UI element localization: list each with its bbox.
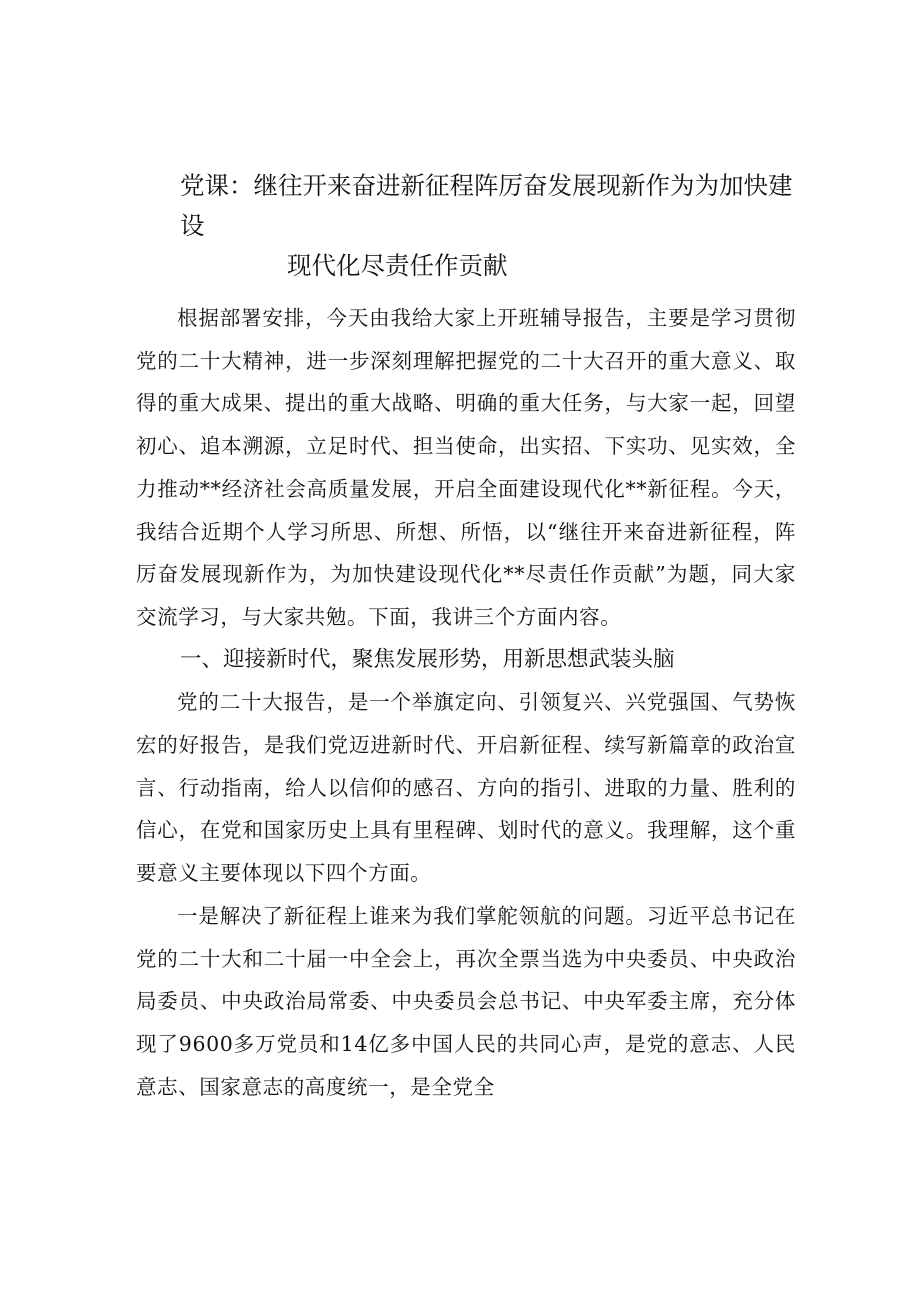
body-paragraph: 党的二十大报告，是一个举旗定向、引领复兴、兴党强国、气势恢宏的好报告，是我们党迈进新时代、开启新征程、续写新篇章的政治宣言、行动指南，给人以信仰的感召、方向的指引、进取的力量、胜利的信心，在党和国家历史上具有里程碑、划时代的意义。我理解，这个重要意义主要体现以下四个方面。 [136, 690, 796, 886]
intro-paragraph: 根据部署安排，今天由我给大家上开班辅导报告，主要是学习贯彻党的二十大精神，进一步深刻理解把握党的二十大召开的重大意义、取得的重大成果、提出的重大战略、明确的重大任务，与大家一起，回望初心、追本溯源，立足时代、担当使命，出实招、下实功、见实效，全力推动**经济社会高质量发展，开启全面建设现代化**新征程。今天，我结合近期个人学习所思、所想、所悟，以“继往开来奋进新征程，阵厉奋发展现新作为，为加快建设现代化**尽责任作贡献”为题，同大家交流学习，与大家共勉。下面，我讲三个方面内容。 [136, 306, 796, 629]
document-body [136, 297, 796, 1108]
body-paragraph: 一是解决了新征程上谁来为我们掌舵领航的问题。习近平总书记在党的二十大和二十届一中全会上，再次全票当选为中央委员、中央政治局委员、中央政治局常委、中央委员会总书记、中央军委主席，充分体现了9600多万党员和14亿多中国人民的共同心声，是党的意志、人民意志、国家意志的高度统一，是全党全 [136, 903, 796, 1099]
title-line-2: 现代化尽责任作贡献 [287, 251, 508, 280]
title-line-1: 党课：继往开来奋进新征程阵厉奋发展现新作为为加快建设 [180, 171, 793, 240]
document-title [180, 166, 800, 286]
section-heading: 一、迎接新时代，聚焦发展形势，用新思想武装头脑 [180, 646, 675, 672]
